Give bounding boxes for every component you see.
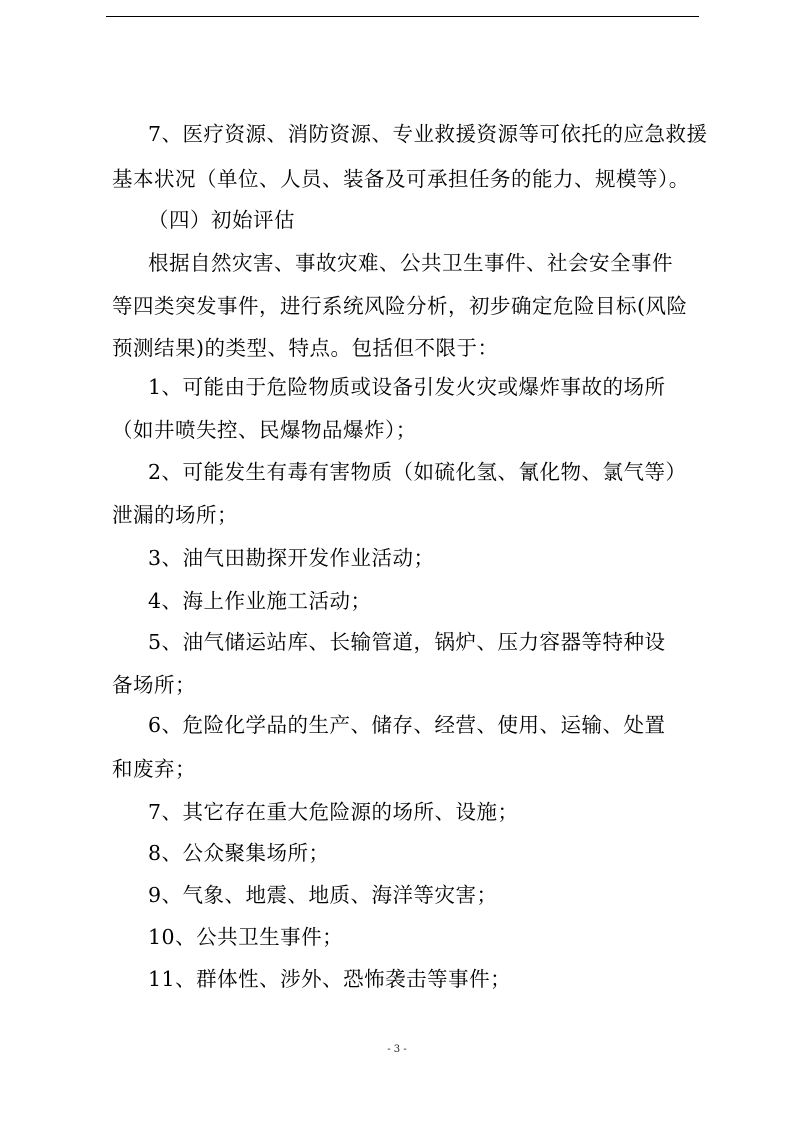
paragraph-line: 预测结果)的类型、特点。包括但不限于： xyxy=(112,336,499,360)
list-item: 2、可能发生有毒有害物质（如硫化氢、氰化物、氯气等） xyxy=(148,460,687,484)
list-item: 备场所； xyxy=(112,673,196,697)
list-item: 和废弃； xyxy=(112,757,196,781)
list-item: 5、油气储运站库、长输管道，锅炉、压力容器等特种设 xyxy=(148,630,666,654)
list-item: 3、油气田勘探开发作业活动； xyxy=(148,546,435,570)
list-item: 1、可能由于危险物质或设备引发火灾或爆炸事故的场所 xyxy=(148,375,666,399)
section-heading: （四）初始评估 xyxy=(148,208,295,232)
list-item: 8、公众聚集场所； xyxy=(148,841,330,865)
paragraph-line: 根据自然灾害、事故灾难、公共卫生事件、社会安全事件 xyxy=(148,251,673,275)
paragraph-line: 基本状况（单位、人员、装备及可承担任务的能力、规模等）。 xyxy=(112,167,690,191)
paragraph-line: 等四类突发事件，进行系统风险分析，初步确定危险目标(风险 xyxy=(112,294,688,318)
list-item: 9、气象、地震、地质、海洋等灾害； xyxy=(148,883,498,907)
paragraph-line: 7、医疗资源、消防资源、专业救援资源等可依托的应急救援 xyxy=(148,122,708,146)
list-item: 7、其它存在重大危险源的场所、设施； xyxy=(148,800,519,824)
list-item: 4、海上作业施工活动； xyxy=(148,589,372,613)
list-item: 11、群体性、涉外、恐怖袭击等事件； xyxy=(148,967,512,991)
list-item: 泄漏的场所； xyxy=(112,503,238,527)
list-item: （如井喷失控、民爆物品爆炸）； xyxy=(112,418,417,442)
page-number: - 3 - xyxy=(387,1044,407,1055)
list-item: 10、公共卫生事件； xyxy=(148,925,344,949)
list-item: 6、危险化学品的生产、储存、经营、使用、运输、处置 xyxy=(148,713,666,737)
header-rule xyxy=(106,16,699,17)
